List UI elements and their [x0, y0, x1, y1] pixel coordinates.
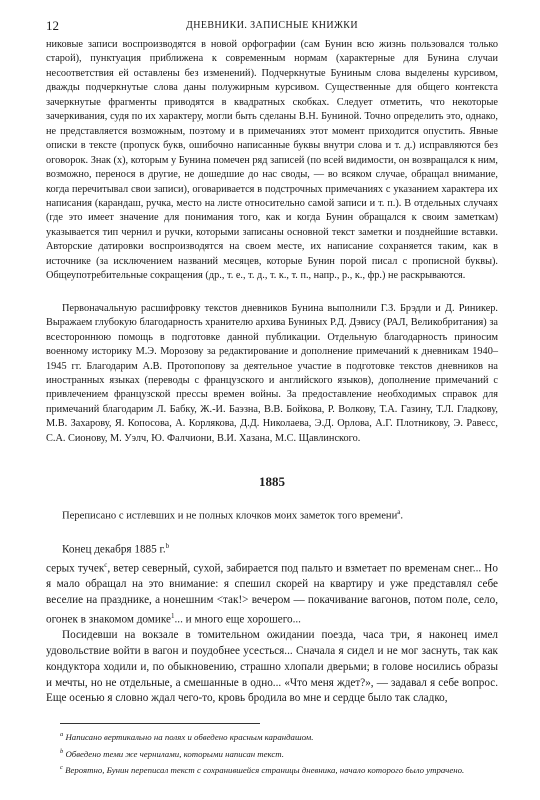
entry-p1-end: ... и много еще хорошего... [174, 613, 301, 626]
footnote-mark: a [60, 731, 64, 739]
book-page [46, 18, 498, 777]
page-number: 12 [46, 18, 59, 33]
running-head [46, 18, 498, 36]
year-heading: 1885 [259, 474, 285, 490]
footnotes [46, 728, 498, 777]
footnote-c [46, 761, 498, 777]
transcription-note-text: Переписано с истлевших и не полных клочков моих заметок того времени [62, 510, 398, 522]
entry-date-text: Конец декабря 1885 г. [62, 543, 166, 556]
transcription-note: Переписано с истлевших и не полных клочков моих заметок того времени$^a$. [62, 508, 404, 522]
footnote-text: Написано вертикально на полях и обведено красным карандашом. [65, 732, 314, 743]
footnote-ref-b[interactable]: b [165, 541, 170, 550]
footnote-mark: c [60, 763, 63, 771]
footnote-text: Обведено теми же чернилами, которыми написан текст. [65, 748, 284, 759]
entry-p1-mid: , ветер северный, сухой, забирается под пальто и взметает по временам снег... Но я мало обращал на это внимание: я спешил скорей на квартиру и уже представлял себе веселие на празднике, а нонешним <так!> вечером — покачивание вагонов, потом поле, село, огонек в знакомом домике [46, 562, 498, 626]
footnote-mark: b [60, 747, 64, 755]
intro-paragraph: никовые записи воспроизводятся в новой орфографии (сам Бунин всю жизнь пользовался только старой), пунктуация приближена к современным нормам (характерные для Бунина случаи несоответствия ей оставлены без изменений). Подчеркнутые Буниным слова выделены курсивом, дважды подчеркнутые слова даны полужирным курсивом. Существенные для общего контекста зачеркнутые фрагменты приводятся в квадратных скобках. Следует отметить, что некоторые зачеркивания, судя по их характеру, могли быть сделаны В.Н. Буниной. Точно определить это, однако, не представляется возможным, поэтому и в примечаниях этот момент приходится опустить. Явные описки в тексте (пропуск букв, ошибочно написанные буквы внутри слова и т. д.) исправляются без оговорок. Знак (х), которым у Бунина помечен ряд записей (по всей видимости, он возвращался к ним, возможно, перенося в другие, не дошедшие до нас своды, — во всяком случае, обращал внимание, когда перечитывал свои записи), оговаривается в подстрочных примечаниях с указанием характера их написания (карандаш, ручка, место на листе относительно самой записи и т. п.). В отдельных случаях (где это имеет значение для понимания того, как и когда Бунин обращался к своим заметкам) указывается тип чернил и ручки, которыми записаны основной текст заметки и позднейшие вставки. Авторские датировки воспроизводятся на своем месте, их написание сохраняется таким, как в источнике (за исключением названий месяцев, которые Бунин порой писал с прописной буквы). Общеупотребительные сокращения (др., т. е., т. д., т. к., т. п., напр., р., к., фр.) не раскрываются. [46, 39, 498, 282]
footnote-divider [60, 723, 260, 724]
entry-p1-start: серых тучек [46, 562, 105, 575]
entry-paragraph-2: Посидевши на вокзале в томительном ожидании поезда, часа три, я наконец имел удовольствие войти в вагон и поудобнее усесться... Сначала я сидел и не мог заснуть, так как кондуктора ходили и, по обыкновению, страшно хлопали дверьми; в голове носились образы и мечты, но не отдельные, а смешанные в одно... «Что меня ждет?», — задавал я себе вопрос. Еще осенью я словно ждал чего-то, кровь бродила во мне и сердце было так сладко, [46, 629, 498, 705]
acknowledgements-paragraph: Первоначальную расшифровку текстов дневников Бунина выполнили Г.З. Брэдли и Д. Риникер. Выражаем глубокую благодарность хранителю архива Буниных Р.Д. Дэвису (РАЛ, Великобритания) за всестороннюю помощь в подготовке данной публикации. Отдельную благодарность приносим военному историку М.Э. Морозову за редактирование и дополнение примечаний к дневникам 1940–1945 гг. Благодарим А.В. Протопопову за деятельное участие в подготовке текстов дневников на иностранных языках (переводы с французского и английского языков), дополнение примечаний с привлечением французской прессы времен войны. За предоставление необходимых справок для примечаний благодарим Л. Бабку, Ж.-И. Баэзна, В.В. Бойкова, Р. Волкову, Т.А. Газину, Т.Л. Гладкову, М.В. Захарову, Я. Копосова, А. Корлякова, Д.Д. Николаева, Э.Д. Орлова, А.Г. Плотникову, Э. Равесс, С.А. Сионову, М. Уэлч, Ю. Фалчиони, В.И. Хазана, М.С. Щавлинского. [46, 302, 498, 444]
entry-date [46, 538, 498, 558]
footnote-ref-a[interactable]: a [397, 508, 401, 517]
entry-paragraph-1 [46, 558, 498, 629]
footnote-a [46, 728, 498, 744]
running-title: ДНЕВНИКИ. ЗАПИСНЫЕ КНИЖКИ [185, 20, 359, 31]
footnote-b [46, 745, 498, 761]
footnote-ref-c[interactable]: c [104, 560, 108, 569]
footnote-text: Вероятно, Бунин переписал текст с сохранившейся страницы дневника, начало которого было утрачено. [65, 764, 465, 775]
note-ref-1[interactable]: 1 [170, 611, 175, 620]
